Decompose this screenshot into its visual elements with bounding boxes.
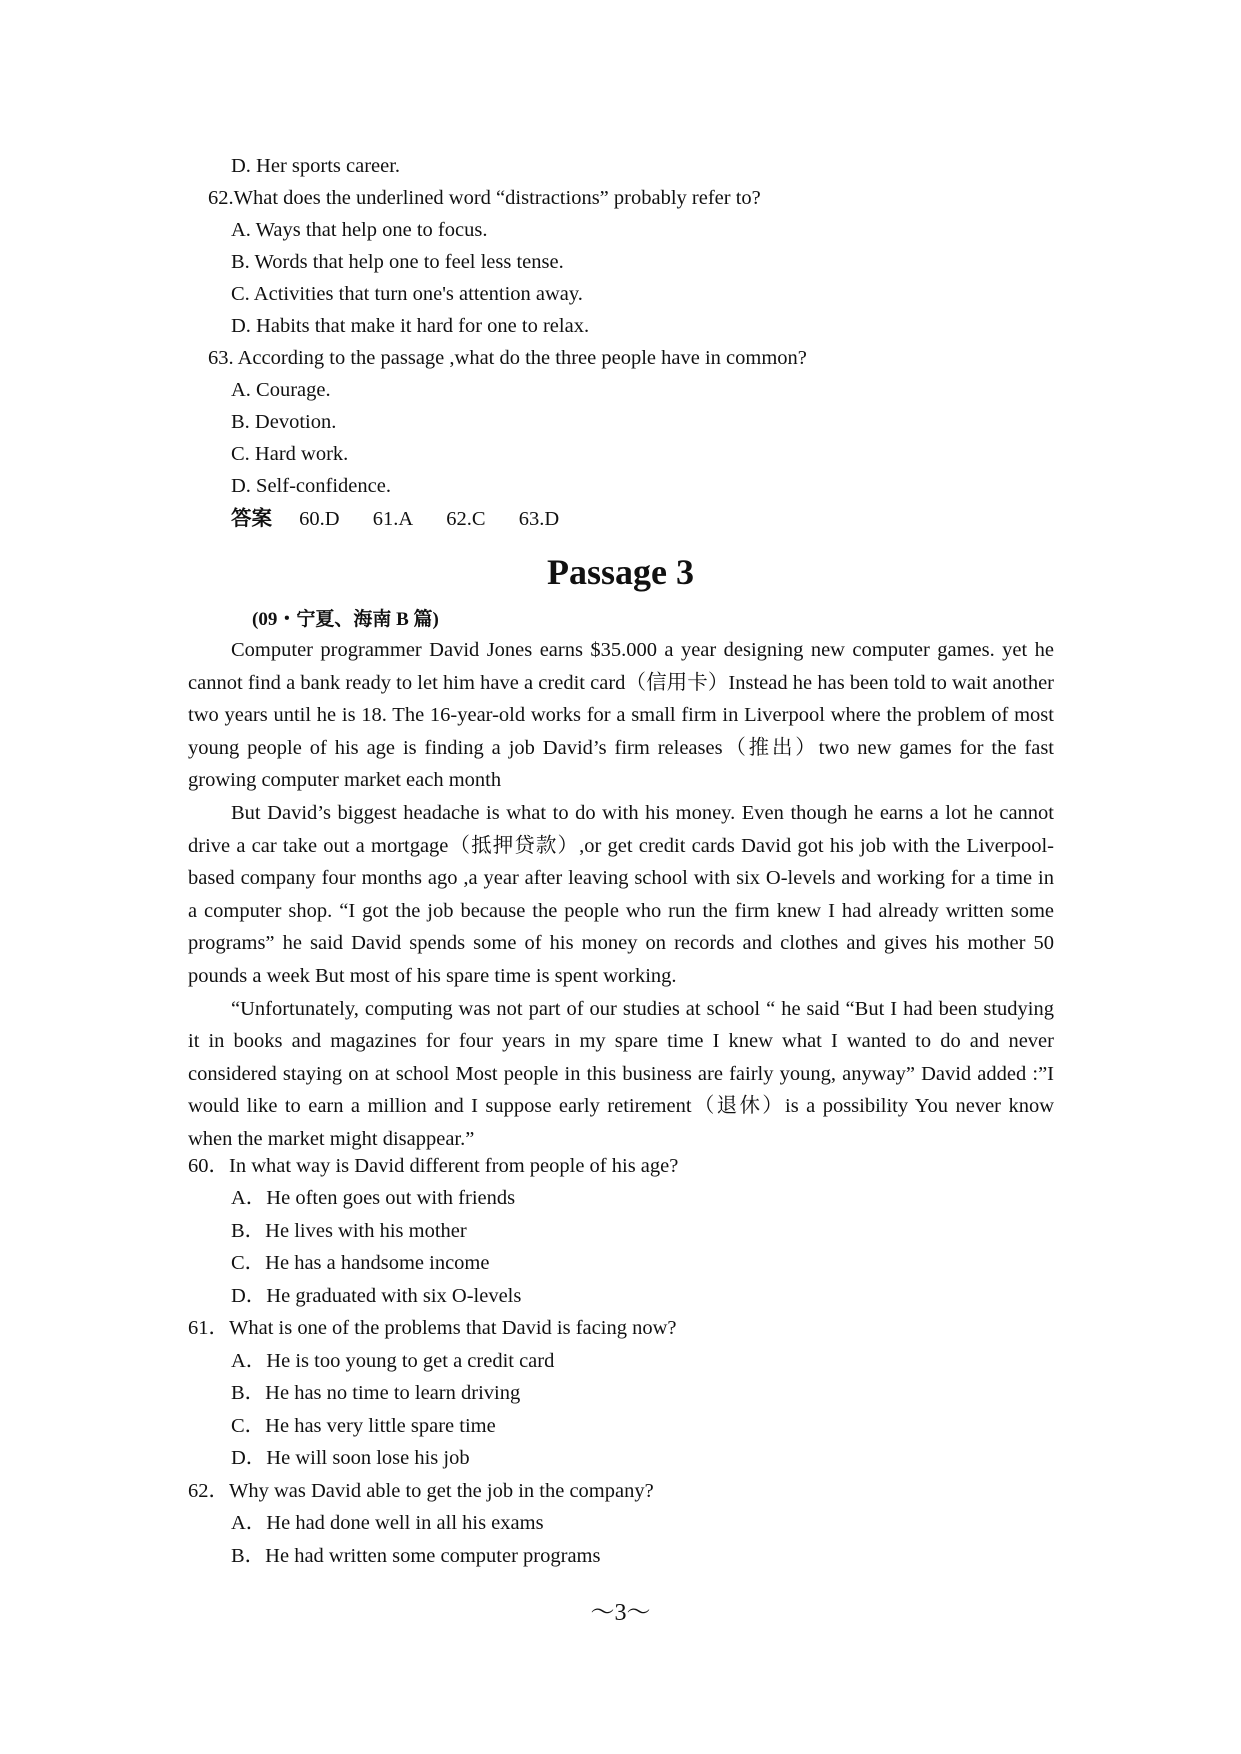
q62-option-a: A. Ways that help one to focus. bbox=[231, 219, 488, 241]
question-60-option-b: B．He lives with his mother bbox=[231, 1220, 467, 1242]
page-number: ～3～ bbox=[590, 1600, 651, 1626]
question-60-stem: 60．In what way is David different from people of his age? bbox=[188, 1155, 679, 1177]
question-61-option-a: A．He is too young to get a credit card bbox=[231, 1350, 555, 1372]
question-61-option-c: C．He has very little spare time bbox=[231, 1415, 496, 1437]
q62-option-d: D. Habits that make it hard for one to relax. bbox=[231, 315, 590, 337]
answer-item: 61.A bbox=[372, 508, 414, 530]
question-62-option-b: B．He had written some computer programs bbox=[231, 1545, 601, 1567]
q63-stem: 63. According to the passage ,what do the three people have in common? bbox=[208, 347, 807, 369]
question-62-stem: 62．Why was David able to get the job in the company? bbox=[188, 1480, 654, 1502]
answer-item: 62.C bbox=[446, 508, 486, 530]
question-62-option-a: A．He had done well in all his exams bbox=[231, 1512, 544, 1534]
question-61-option-d: D．He will soon lose his job bbox=[231, 1447, 470, 1469]
question-60-option-a: A．He often goes out with friends bbox=[231, 1187, 516, 1209]
q61-option-d: D. Her sports career. bbox=[231, 155, 401, 177]
question-61-option-b: B．He has no time to learn driving bbox=[231, 1382, 521, 1404]
passage-body bbox=[188, 634, 1054, 1156]
passage-paragraph: But David’s biggest headache is what to do with his money. Even though he earns a lot he cannot drive a car take out a mortgage（抵押贷款）,or get credit cards David got his job with the Liverpool-based company four months ago ,a year after leaving school with six O-levels and working for a time in a computer shop. “I got the job because the people who run the firm knew I had already written some programs” he said David spends some of his money on records and clothes and gives his mother 50 pounds a week But most of his spare time is spent working. bbox=[188, 801, 1054, 987]
q63-option-a: A. Courage. bbox=[231, 379, 331, 401]
q62-option-b: B. Words that help one to feel less tense. bbox=[231, 251, 564, 273]
answer-item: 60.D bbox=[299, 508, 340, 530]
q62-option-c: C. Activities that turn one's attention away. bbox=[231, 283, 583, 305]
passage-paragraph: Computer programmer David Jones earns $35.000 a year designing new computer games. yet he cannot find a bank ready to let him have a credit card（信用卡）Instead he has been told to wait another two years until he is 18. The 16-year-old works for a small firm in Liverpool where the problem of most young people of his age is finding a job David’s firm releases（推出）two new games for the fast growing computer market each month bbox=[188, 639, 1054, 792]
passage-source: (09・宁夏、海南 B 篇) bbox=[252, 609, 439, 630]
passage-heading: Passage 3 bbox=[547, 552, 694, 592]
passage-paragraph: “Unfortunately, computing was not part of our studies at school “ he said “But I had been studying it in books and magazines for four years in my spare time I knew what I wanted to do and never considered staying on at school Most people in this business are fairly young, anyway” David added :”I would like to earn a million and I suppose early retirement（退休）is a possibility You never know when the market might disappear.” bbox=[188, 997, 1054, 1150]
q62-stem: 62.What does the underlined word “distractions” probably refer to? bbox=[208, 187, 761, 209]
answer-label: 答案 bbox=[231, 508, 272, 530]
q63-option-c: C. Hard work. bbox=[231, 443, 349, 465]
answer-key bbox=[231, 505, 587, 533]
q63-option-b: B. Devotion. bbox=[231, 411, 337, 433]
question-61-stem: 61．What is one of the problems that David is facing now? bbox=[188, 1317, 677, 1339]
question-60-option-c: C．He has a handsome income bbox=[231, 1252, 490, 1274]
question-60-option-d: D．He graduated with six O-levels bbox=[231, 1285, 522, 1307]
q63-option-d: D. Self-confidence. bbox=[231, 475, 391, 497]
answer-item: 63.D bbox=[518, 508, 560, 530]
